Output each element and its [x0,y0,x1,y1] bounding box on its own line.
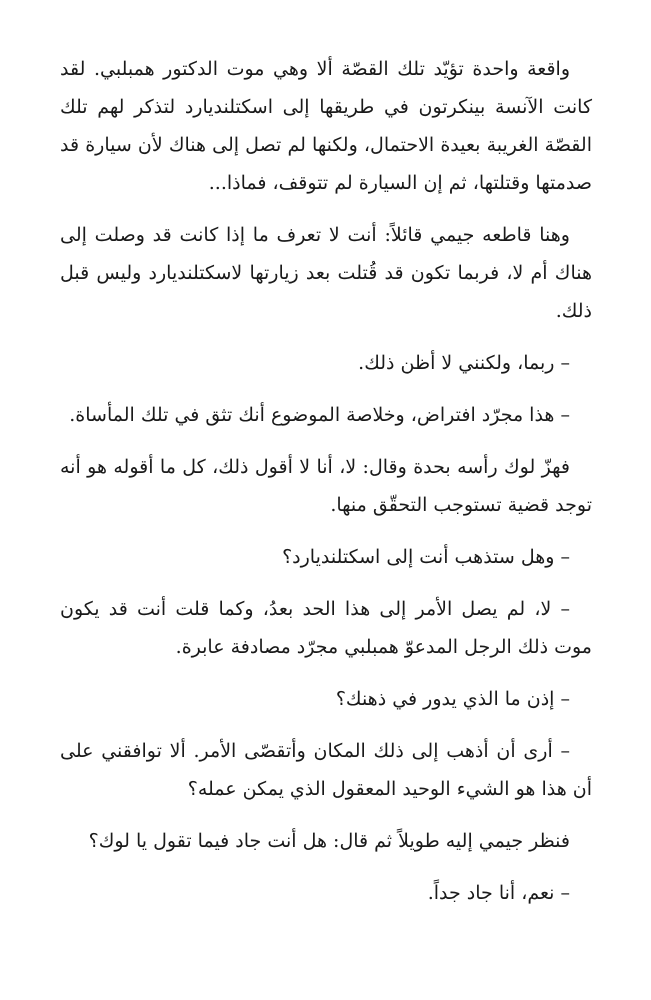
dialogue-line-4: – لا، لم يصل الأمر إلى هذا الحد بعدُ، وكما قلت أنت قد يكون موت ذلك الرجل المدعوّ همبلبي مجرّد مصادفة عابرة. [60,598,592,658]
dialogue-line-7: – نعم، أنا جاد جداً. [427,882,570,904]
dialogue-line-5: – إذن ما الذي يدور في ذهنك؟ [335,688,570,710]
dialogue-line-1: – ربما، ولكنني لا أظن ذلك. [358,352,570,374]
paragraph-2: وهنا قاطعه جيمي قائلاً: أنت لا تعرف ما إذا كانت قد وصلت إلى هناك أم لا، فربما تكون قد قُتلت بعد زيارتها لاسكتلنديارد وليس قبل ذلك. [60,224,592,322]
paragraph-4: فنظر جيمي إليه طويلاً ثم قال: هل أنت جاد فيما تقول يا لوك؟ [88,830,570,852]
paragraph-1: واقعة واحدة تؤيّد تلك القصّة ألا وهي موت الدكتور همبلبي. لقد كانت الآنسة بينكرتون في طريقها إلى اسكتلنديارد لتذكر لهم تلك القصّة الغريبة بعيدة الاحتمال، ولكنها لم تصل إلى هناك لأن سيارة قد صدمتها وقتلتها، ثم إن السيارة لم تتوقف، فماذا... [60,58,592,194]
paragraph-3: فهزّ لوك رأسه بحدة وقال: لا، أنا لا أقول ذلك، كل ما أقوله هو أنه توجد قضية تستوجب التحقّق منها. [60,456,592,516]
dialogue-line-6: – أرى أن أذهب إلى ذلك المكان وأتقصّى الأمر. ألا توافقني على أن هذا هو الشيء الوحيد المعقول الذي يمكن عمله؟ [60,740,592,800]
dialogue-line-2: – هذا مجرّد افتراض، وخلاصة الموضوع أنك تثق في تلك المأساة. [69,404,570,426]
book-page [60,50,592,926]
dialogue-line-3: – وهل ستذهب أنت إلى اسكتلنديارد؟ [282,546,570,568]
